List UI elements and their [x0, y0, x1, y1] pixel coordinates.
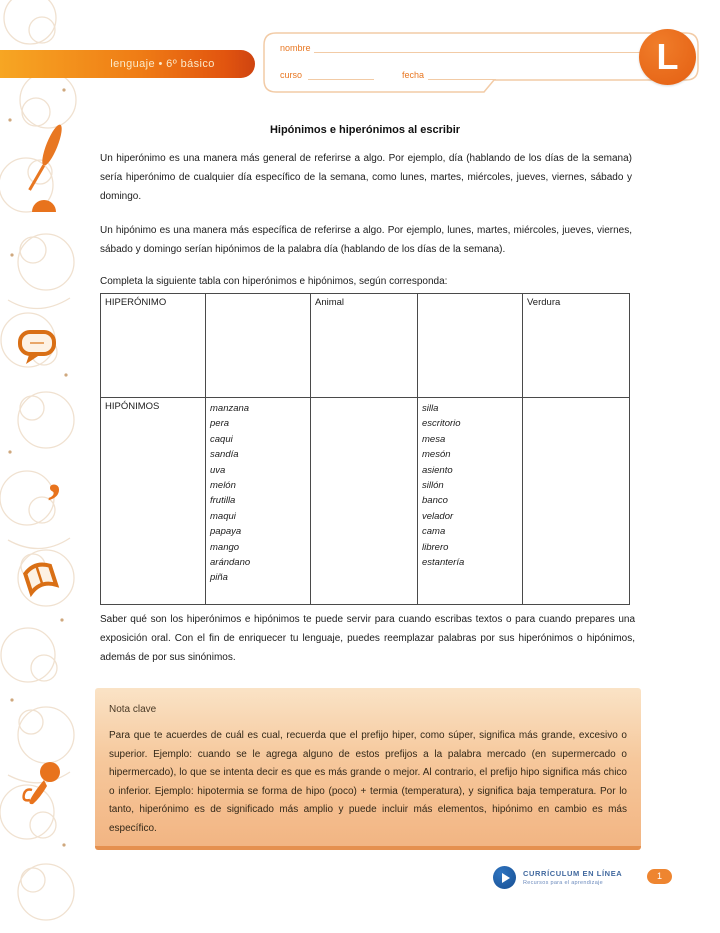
subject-logo-letter: L [656, 36, 679, 77]
list-item: mesón [422, 449, 451, 461]
header-cell-blank-2[interactable] [418, 294, 523, 398]
ink-blob-icon [32, 200, 56, 212]
verdura-hyponyms-blank[interactable] [523, 398, 630, 605]
list-item: mesa [422, 433, 446, 445]
list-item: manzana [210, 403, 250, 414]
list-item: frutilla [210, 495, 236, 507]
page-number-badge [647, 869, 672, 884]
list-item: asiento [422, 464, 453, 476]
list-item: sandía [210, 449, 239, 461]
name-label: nombre [280, 43, 311, 53]
paragraph-hyperonym-definition: Un hiperónimo es una manera más general de referirse a algo. Por ejemplo, día (hablando de los días de la semana) sería hiperónimo de cualquier día específico de la semana, como lunes, martes, miércoles, jueves, viernes, sábado y domingo. [100, 153, 632, 202]
key-note-body: Para que te acuerdes de cuál es cual, recuerda que el prefijo hiper, como súper, significa más grande, excesivo o superior. Ejemplo: cuando se le agrega alguno de estos prefijos a la palabra mercado (en supermercado o hipermercado), lo que se intenta decir es que es más grande o mejor. Al contrario, el prefijo hipo significa más chico o inferior. Ejemplo: hipotermia se forma de hipo (poco) + termia (temperatura), y significa baja temperatura. Por lo tanto, hiperónimo es de significado más amplio y puede incluir más elementos, hipónimo en cambio es más específico. [109, 730, 627, 834]
course-label: curso [280, 70, 303, 80]
key-note-box [95, 688, 641, 850]
list-item: cama [422, 526, 446, 538]
list-item: sillón [422, 480, 444, 492]
footer-brand [523, 869, 643, 886]
list-item: estantería [422, 557, 465, 569]
paragraph-hyponym-definition: Un hipónimo es una manera más específica de referirse a algo. Por ejemplo, lunes, martes, miércoles, jueves, viernes, sábado y domingo serían hipónimos de la palabra día (hablando de los días de la semana). [100, 225, 632, 255]
name-field[interactable] [314, 52, 692, 53]
play-arrow-icon [502, 873, 510, 883]
list-item: caqui [210, 433, 233, 445]
speech-bubble-icon [20, 332, 54, 364]
list-item: velador [422, 510, 454, 522]
list-item: piña [210, 572, 228, 584]
furniture-hyponyms-list [418, 398, 523, 605]
hyponyms-table [100, 293, 630, 605]
key-note-heading: Nota clave [109, 704, 157, 715]
course-banner [0, 50, 255, 78]
fruit-hyponyms-list [206, 398, 311, 605]
list-item: escritorio [422, 418, 461, 430]
animal-hyponyms-blank[interactable] [311, 398, 418, 605]
list-item: mango [210, 541, 240, 553]
decorative-border [0, 0, 78, 933]
table-instruction: Completa la siguiente tabla con hiperónimos e hipónimos, según corresponda: [100, 276, 448, 287]
list-item: maqui [210, 510, 236, 522]
paragraph-usage-tip: Saber qué son los hiperónimos e hipónimos te puede servir para cuando escribas textos o para cuando prepares una exposición oral. Con el fin de enriquecer tu lenguaje, puedes reemplazar palabras por sus hiperónimos o hipónimos, además de por sus sinónimos. [100, 614, 635, 663]
course-banner-label: lenguaje • 6º básico [110, 58, 215, 70]
list-item: arándano [210, 557, 251, 569]
list-item: papaya [210, 526, 242, 538]
page-number: 1 [656, 871, 662, 881]
page-title: Hipónimos e hiperónimos al escribir [269, 124, 461, 136]
header-cell-hyperonym: HIPERÓNIMO [101, 294, 206, 398]
feather-icon [28, 123, 65, 194]
table-hyponyms-row [101, 398, 630, 605]
table-header-row [101, 294, 630, 398]
header-cell-animal: Animal [311, 294, 418, 398]
book-icon [24, 561, 56, 592]
comma-icon: , [48, 447, 61, 504]
list-item: librero [422, 541, 449, 553]
footer-brand-name: CURRÍCULUM EN LÍNEA [523, 869, 623, 878]
date-field[interactable] [428, 79, 496, 80]
student-info-box [256, 28, 706, 98]
row-label-hyponyms: HIPÓNIMOS [101, 398, 206, 605]
date-label: fecha [402, 70, 425, 80]
list-item: uva [210, 464, 226, 476]
header-cell-verdura: Verdura [523, 294, 630, 398]
list-item: pera [210, 418, 230, 430]
header-cell-blank-1[interactable] [206, 294, 311, 398]
list-item: melón [210, 480, 236, 492]
list-item: silla [422, 403, 439, 414]
subject-logo [639, 29, 696, 85]
list-item: banco [422, 495, 448, 507]
footer-brand-tagline: Recursos para el aprendizaje [523, 879, 603, 886]
microphone-icon [24, 762, 60, 804]
course-field[interactable] [308, 79, 374, 80]
curriculum-logo-icon [493, 866, 516, 889]
